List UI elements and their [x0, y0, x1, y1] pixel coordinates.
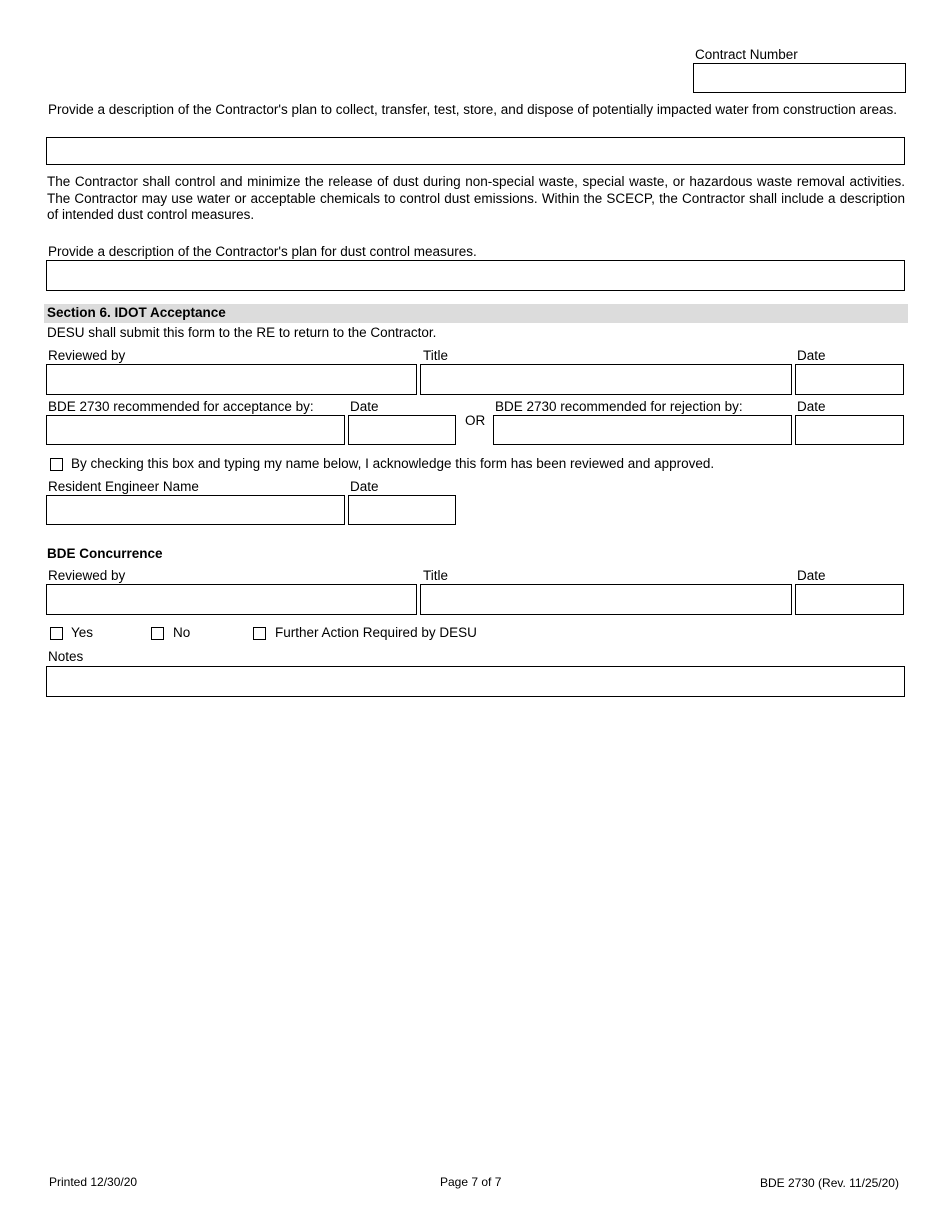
dust-control-field[interactable]	[46, 260, 905, 291]
acknowledge-checkbox[interactable]	[50, 458, 63, 471]
re-date-field[interactable]	[348, 495, 456, 525]
date-label: Date	[797, 348, 826, 363]
accept-by-field[interactable]	[46, 415, 345, 445]
date-field[interactable]	[795, 364, 904, 395]
bde-title-field[interactable]	[420, 584, 792, 615]
footer-form-id: BDE 2730 (Rev. 11/25/20)	[760, 1176, 899, 1190]
further-action-label: Further Action Required by DESU	[275, 625, 477, 640]
notes-field[interactable]	[46, 666, 905, 697]
accept-date-field[interactable]	[348, 415, 456, 445]
footer-printed-date: Printed 12/30/20	[49, 1175, 138, 1189]
no-checkbox[interactable]	[151, 627, 164, 640]
bde-date-label: Date	[797, 568, 826, 583]
bde-title-label: Title	[423, 568, 449, 583]
dust-control-prompt: Provide a description of the Contractor's plan for dust control measures.	[48, 244, 477, 259]
reject-label: BDE 2730 recommended for rejection by:	[495, 399, 743, 414]
water-plan-prompt: Provide a description of the Contractor's plan to collect, transfer, test, store, and dispose of potentially impacted water from construction areas.	[48, 102, 898, 117]
reject-by-field[interactable]	[493, 415, 792, 445]
reviewed-by-label: Reviewed by	[48, 348, 126, 363]
accept-date-label: Date	[350, 399, 379, 414]
re-name-field[interactable]	[46, 495, 345, 525]
reject-date-field[interactable]	[795, 415, 904, 445]
bde-concurrence-title: BDE Concurrence	[47, 546, 163, 561]
yes-checkbox[interactable]	[50, 627, 63, 640]
contract-number-label: Contract Number	[695, 47, 798, 62]
water-plan-field[interactable]	[46, 137, 905, 165]
reject-date-label: Date	[797, 399, 826, 414]
contract-number-field[interactable]	[693, 63, 906, 93]
acknowledge-label: By checking this box and typing my name below, I acknowledge this form has been reviewed and approved.	[71, 456, 715, 471]
footer-page-number: Page 7 of 7	[440, 1175, 502, 1189]
notes-label: Notes	[48, 649, 84, 664]
title-label: Title	[423, 348, 449, 363]
reviewed-by-field[interactable]	[46, 364, 417, 395]
re-name-label: Resident Engineer Name	[48, 479, 199, 494]
section-6-title: Section 6. IDOT Acceptance	[47, 305, 226, 320]
dust-control-paragraph: The Contractor shall control and minimize the release of dust during non-special waste, special waste, or hazardous waste removal activities. The Contractor may use water or acceptable chemicals to control dust emissions. Within the SCECP, the Contractor shall include a description of intended dust control measures.	[47, 174, 905, 222]
bde-date-field[interactable]	[795, 584, 904, 615]
no-label: No	[173, 625, 191, 640]
bde-reviewed-by-label: Reviewed by	[48, 568, 126, 583]
bde-reviewed-by-field[interactable]	[46, 584, 417, 615]
re-date-label: Date	[350, 479, 379, 494]
accept-label: BDE 2730 recommended for acceptance by:	[48, 399, 314, 414]
section-6-instruction: DESU shall submit this form to the RE to return to the Contractor.	[47, 325, 437, 340]
or-label: OR	[465, 413, 486, 428]
yes-label: Yes	[71, 625, 94, 640]
further-action-checkbox[interactable]	[253, 627, 266, 640]
title-field[interactable]	[420, 364, 792, 395]
